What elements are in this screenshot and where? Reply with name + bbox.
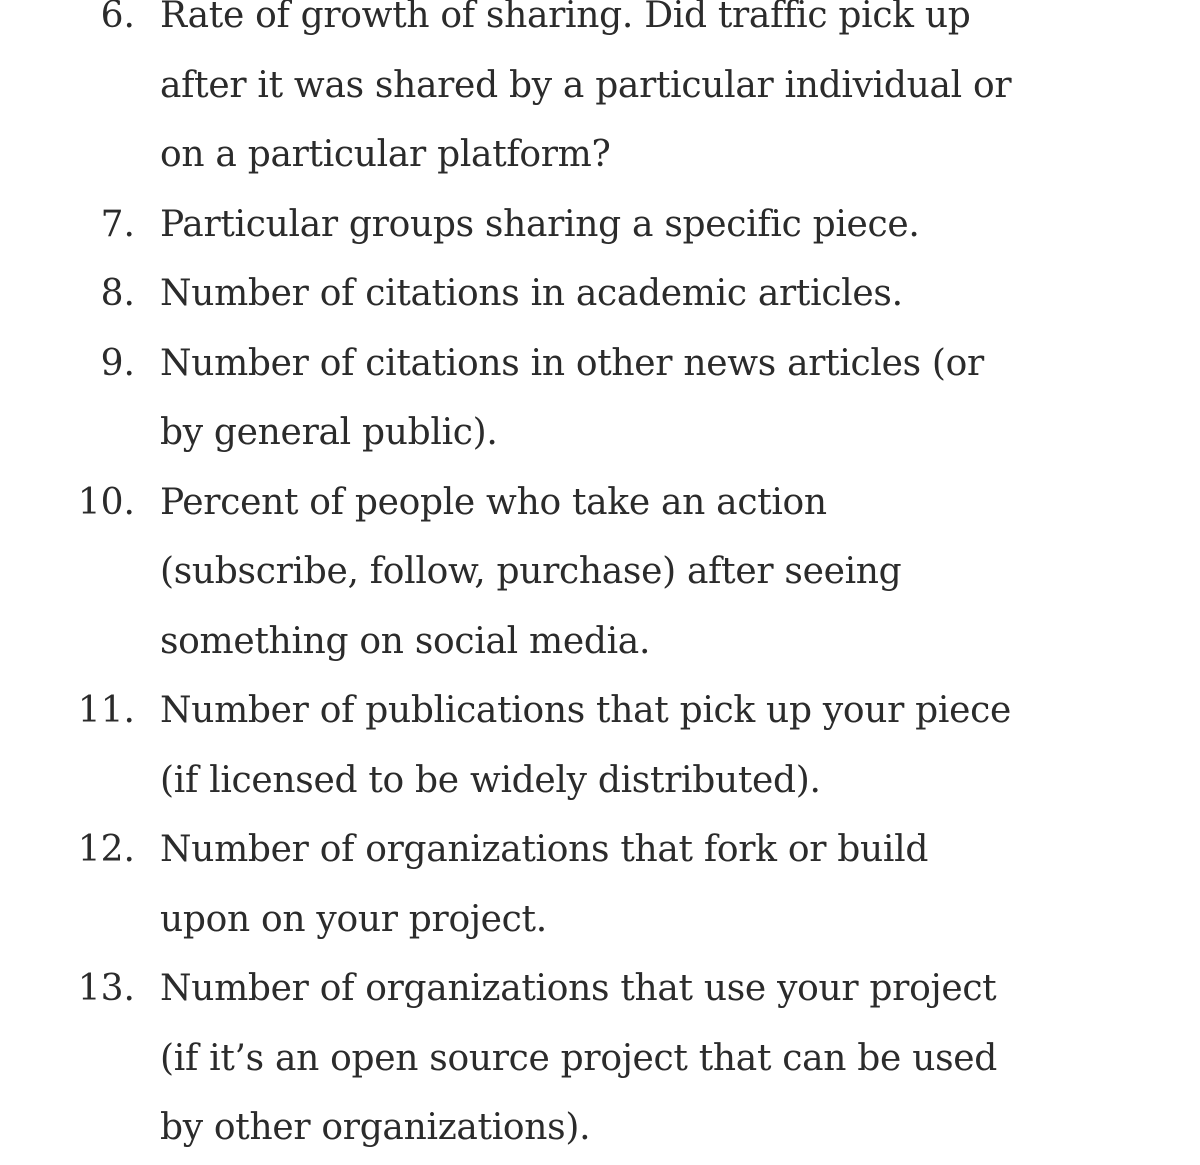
list-item bbox=[0, 190, 1200, 260]
text-line: Number of publications that pick up your piece bbox=[160, 690, 1012, 731]
list-item-number: 9. bbox=[100, 342, 135, 384]
list-item bbox=[0, 954, 1200, 1163]
list-item-number: 6. bbox=[100, 0, 135, 36]
text-line: Rate of growth of sharing. Did traffic pick up bbox=[160, 0, 971, 36]
list-item-text bbox=[160, 676, 1190, 815]
text-line: (if licensed to be widely distributed). bbox=[160, 759, 821, 801]
text-line: (subscribe, follow, purchase) after seeing bbox=[160, 551, 902, 592]
list-item-number: 12. bbox=[77, 829, 135, 870]
list-item-number: 11. bbox=[77, 690, 135, 731]
text-line: upon on your project. bbox=[160, 898, 547, 940]
text-line: Number of citations in academic articles. bbox=[160, 273, 903, 314]
text-line: (if it’s an open source project that can be used bbox=[160, 1037, 998, 1079]
text-line: Number of organizations that fork or build bbox=[160, 829, 929, 870]
list-item bbox=[0, 676, 1200, 815]
list-item-text bbox=[160, 190, 1190, 260]
list-item-number: 7. bbox=[100, 203, 135, 245]
text-line: by other organizations). bbox=[160, 1107, 591, 1148]
list-item-number: 10. bbox=[77, 481, 135, 523]
text-line: Number of organizations that use your project bbox=[160, 968, 997, 1009]
list-item bbox=[0, 815, 1200, 954]
list-item bbox=[0, 329, 1200, 468]
list-item-text bbox=[160, 954, 1190, 1163]
list-item-text bbox=[160, 468, 1190, 677]
list-item-text bbox=[160, 329, 1190, 468]
list-item-text bbox=[160, 0, 1190, 190]
list-item-number: 8. bbox=[100, 273, 135, 314]
text-line: after it was shared by a particular individual or bbox=[160, 64, 1012, 106]
list-item-text bbox=[160, 815, 1190, 954]
list-item-number: 13. bbox=[77, 968, 135, 1009]
list-item bbox=[0, 259, 1200, 329]
text-line: Particular groups sharing a specific piece. bbox=[160, 203, 920, 245]
text-line: Number of citations in other news articles (or bbox=[160, 342, 984, 384]
text-line: something on social media. bbox=[160, 620, 651, 662]
text-line: on a particular platform? bbox=[160, 134, 611, 175]
text-line: by general public). bbox=[160, 412, 498, 453]
text-line: Percent of people who take an action bbox=[160, 481, 827, 523]
list-item-text bbox=[160, 259, 1190, 329]
list-item bbox=[0, 468, 1200, 677]
list-item bbox=[0, 0, 1200, 190]
